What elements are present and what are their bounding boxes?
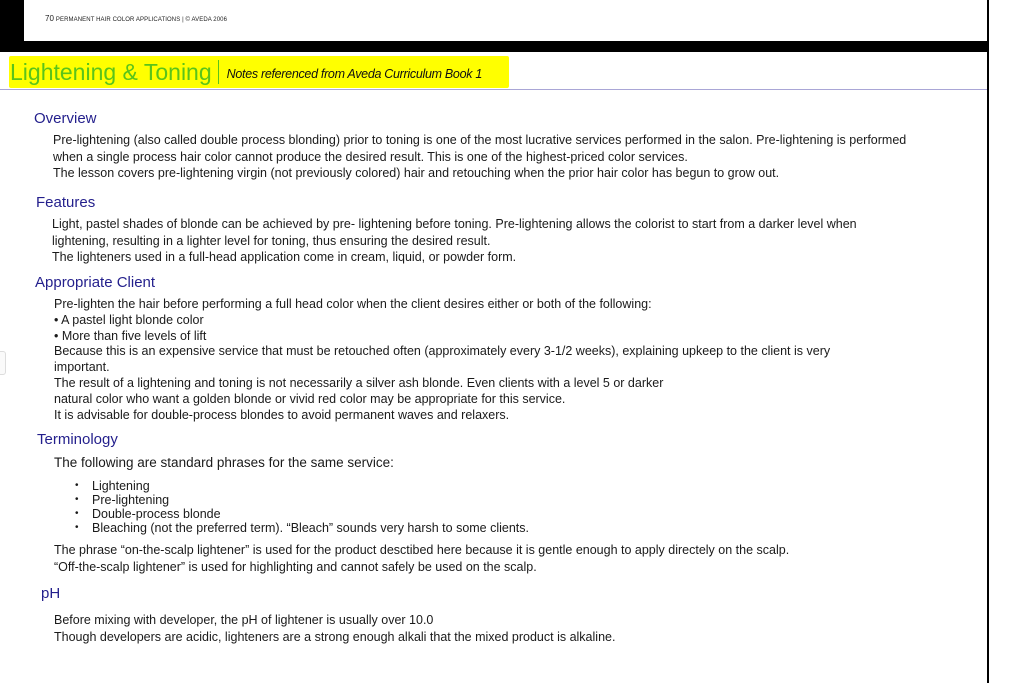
title-separator [218,60,219,84]
client-line: It is advisable for double-process blondes to avoid permanent waves and relaxers. [54,407,510,422]
overview-text [53,132,906,182]
appropriate-client-text [54,297,830,423]
page-title: Lightening & Toning [10,58,212,85]
client-line: • More than five levels of lift [54,328,207,343]
ph-text [54,612,615,645]
page-number: 70 [45,14,55,23]
client-line: Pre-lighten the hair before performing a full head color when the client desires either or both of the following: [54,297,652,311]
heading-features: Features [36,194,96,211]
features-text [52,216,857,266]
running-head-text: PERMANENT HAIR COLOR APPLICATIONS | © AVEDA 2006 [55,17,228,23]
client-line: natural color who want a golden blonde or vivid red color may be appropriate for this service. [54,391,566,406]
client-line: important. [54,360,110,375]
terminology-line: “Off-the-scalp lightener” is used for highlighting and cannot safely be used on the scalp. [54,559,537,574]
side-scroll-tab[interactable] [0,351,6,375]
page-right-border [987,0,989,683]
title-highlight [9,56,509,88]
heading-terminology: Terminology [37,431,118,448]
overview-line: The lesson covers pre-lightening virgin (not previously colored) hair and retouching when the prior hair color has begun to grow out. [53,166,780,180]
heading-appropriate-client: Appropriate Client [35,274,156,291]
client-line: Because this is an expensive service that must be retouched often (approximately every 3-1/2 weeks), explaining upkeep to the client is very [54,344,831,359]
terminology-list [75,479,529,535]
terminology-notes [54,542,789,575]
terminology-line: The phrase “on-the-scalp lightener” is used for the product desctibed here because it is gentle enough to apply directely on the scalp. [54,543,790,557]
features-line: lightening, resulting in a lighter level for toning, thus ensuring the desired result. [52,233,491,248]
overview-line: when a single process hair color cannot produce the desired result. This is one of the highest-priced color services. [53,149,688,164]
ph-line: Before mixing with developer, the pH of lightener is usually over 10.0 [54,613,434,627]
ph-line: Though developers are acidic, lighteners are a strong enough alkali that the mixed product is alkaline. [54,629,616,644]
heading-ph: pH [41,585,61,602]
running-header [45,14,227,23]
list-item: • Pre-lightening [75,493,529,507]
client-line: • A pastel light blonde color [54,312,204,327]
client-line: The result of a lightening and toning is not necessarily a silver ash blonde. Even clients with a level 5 or darker [54,375,664,390]
list-item: • Double-process blonde [75,507,529,521]
terminology-intro: The following are standard phrases for the same service: [54,455,394,470]
heading-overview: Overview [34,110,97,127]
page-subtitle: Notes referenced from Aveda Curriculum Book 1 [226,67,483,81]
header-divider-bar [0,41,988,52]
features-line: The lighteners used in a full-head application come in cream, liquid, or powder form. [52,250,517,264]
overview-line: Pre-lightening (also called double process blonding) prior to toning is one of the most lucrative services performed in the salon. Pre-lightening is performed [53,133,907,147]
list-item: • Bleaching (not the preferred term). “Bleach” sounds very harsh to some clients. [75,521,529,535]
title-rule [0,89,987,90]
list-item: • Lightening [75,479,529,493]
features-line: Light, pastel shades of blonde can be achieved by pre- lightening before toning. Pre-lightening allows the colorist to start from a darker level when [52,217,857,231]
